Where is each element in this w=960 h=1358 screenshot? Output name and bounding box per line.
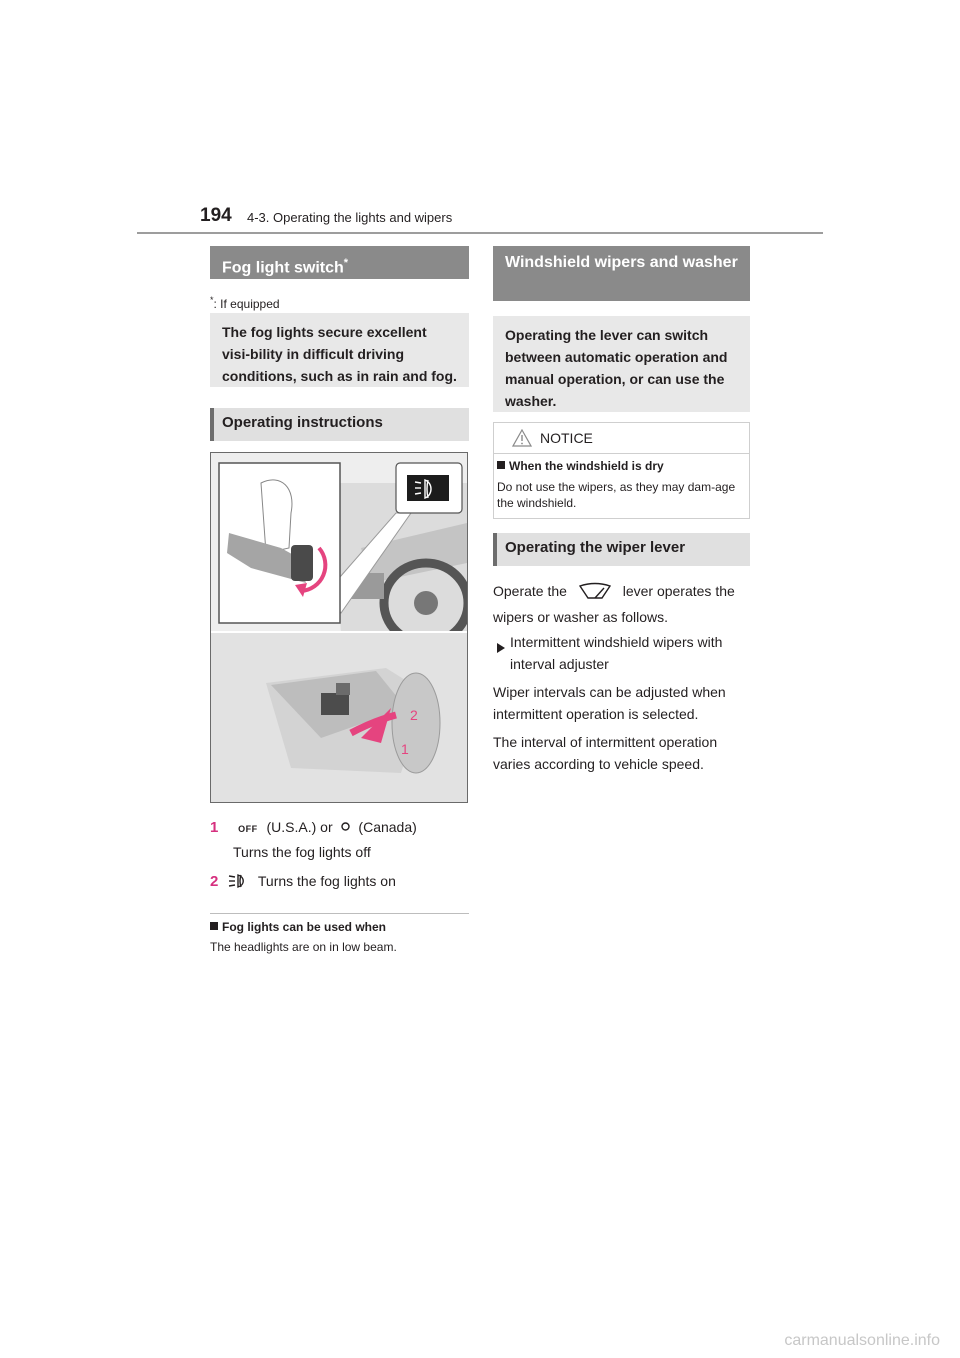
fog-switch-figure [210, 452, 468, 803]
footnote [210, 292, 469, 312]
fog-light-icon [228, 873, 254, 895]
item-2 [210, 870, 469, 895]
item-1-text-a: (U.S.A.) or [266, 819, 333, 835]
footnote-text: : If equipped [213, 297, 280, 311]
fog-light-switch-title [210, 246, 469, 279]
section-title: 4-3. Operating the lights and wipers [247, 210, 453, 225]
item-1-number: 1 [210, 819, 219, 836]
note-divider [210, 913, 469, 914]
operating-wiper-lever-heading: Operating the wiper lever [493, 533, 750, 566]
wiper-intro-box: Operating the lever can switch between automatic operation and manual operation, or can use the washer. [493, 316, 750, 412]
note-heading-text: Fog lights can be used when [222, 920, 387, 934]
item-2-description: Turns the fog lights on [257, 873, 396, 889]
footnote-mark: * [210, 295, 214, 305]
wiper-paragraph-1b: lever operates the wipers or washer as follows. [493, 583, 735, 625]
notice-bullet-square-icon [497, 461, 505, 469]
item-1-description: Turns the fog lights off [233, 844, 371, 860]
header-rule [137, 232, 823, 234]
wiper-paragraph-1 [493, 580, 750, 628]
page-number: 194 [200, 205, 232, 226]
figure-callout-1: 1 [401, 741, 409, 757]
notice-label: NOTICE [540, 430, 593, 446]
note-body: The headlights are on in low beam. [210, 940, 397, 954]
item-1 [210, 816, 469, 840]
notice-body: Do not use the wipers, as they may dam-age the windshield. [497, 480, 736, 510]
off-symbol: OFF [238, 824, 258, 834]
fog-intro-box: The fog lights secure excellent visi-bility in difficult driving conditions, such as in rain and fog. [210, 313, 469, 387]
warning-triangle-icon [512, 429, 532, 452]
wiper-paragraph-2: Wiper intervals can be adjusted when intermittent operation is selected. [493, 684, 726, 722]
item-2-number: 2 [210, 873, 219, 890]
wiper-bullet [493, 631, 750, 675]
footer-watermark: carmanualsonline.info [784, 1332, 940, 1349]
wiper-paragraph-1a: Operate the [493, 583, 567, 599]
fog-light-switch-title-text: Fog light switch [222, 259, 344, 277]
figure-callout-2: 2 [410, 707, 418, 723]
note-heading [210, 919, 469, 935]
wiper-bullet-text: Intermittent windshield wipers with interval adjuster [510, 634, 723, 672]
wiper-paragraph-3: The interval of intermittent operation varies according to vehicle speed. [493, 734, 718, 772]
wiper-icon [571, 582, 619, 606]
notice-heading [497, 458, 664, 474]
notice-heading-text: When the windshield is dry [509, 459, 664, 473]
notice-divider [494, 453, 749, 454]
bullet-square-icon [210, 922, 218, 930]
fog-switch-illustration [211, 453, 467, 802]
title-asterisk: * [343, 257, 349, 269]
off-circle-icon [337, 816, 355, 838]
operating-instructions-heading: Operating instructions [210, 408, 469, 441]
windshield-wipers-title: Windshield wipers and washer [493, 246, 750, 301]
item-1-text-b: (Canada) [358, 819, 417, 835]
bullet-arrow-icon [497, 637, 505, 659]
notice-box [493, 422, 750, 519]
